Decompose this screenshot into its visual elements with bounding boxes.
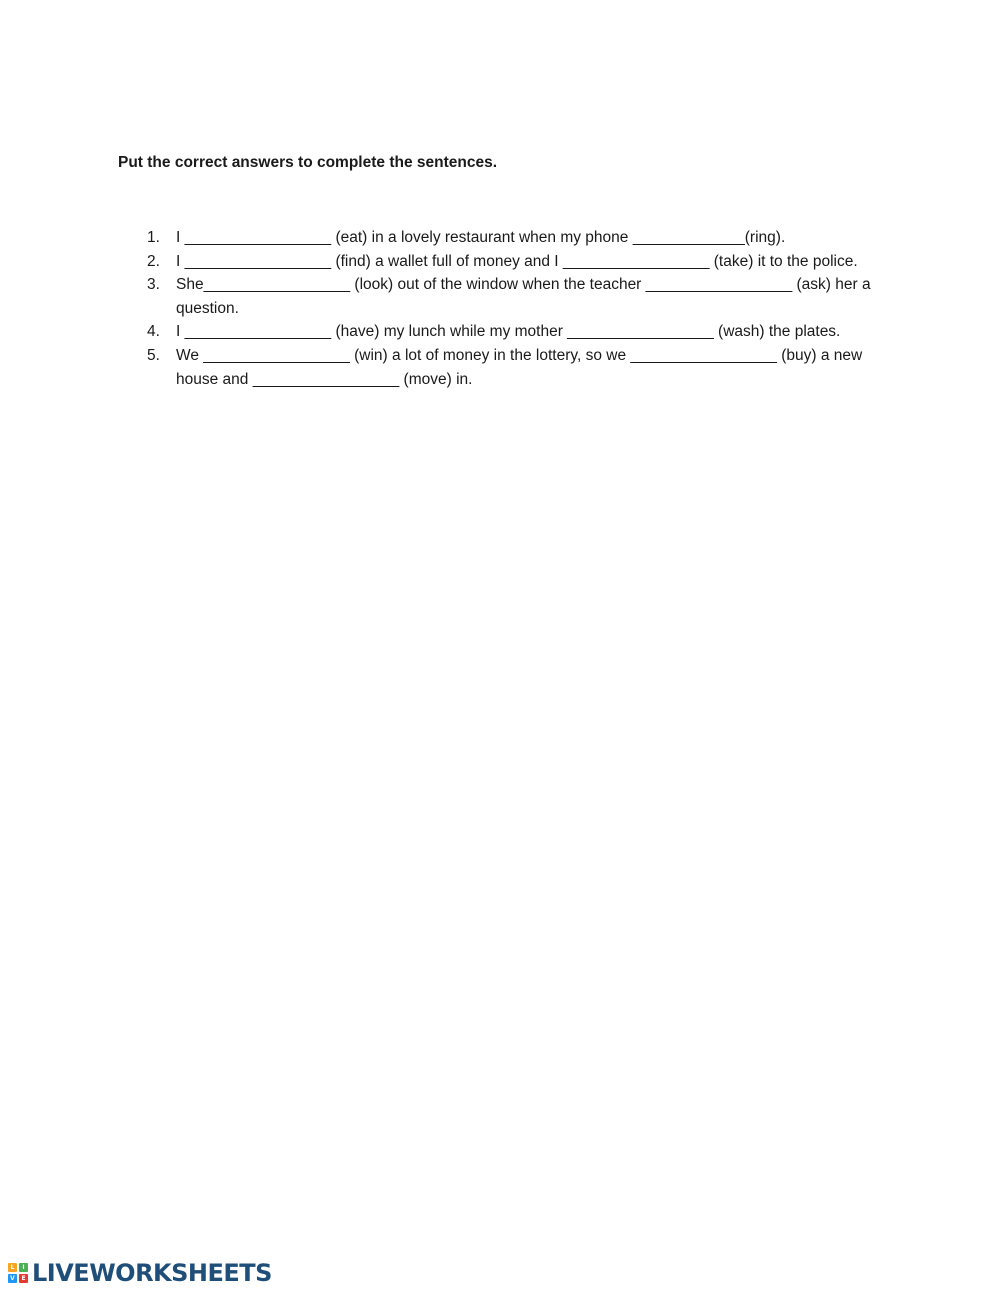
sentence-item-3 <box>138 273 884 320</box>
sentence-text: I _________________ (have) my lunch while my mother _________________ (wash) the plates. <box>176 323 841 341</box>
logo-mark-letter-l: L <box>8 1263 17 1272</box>
logo-mark-letter-i: I <box>19 1263 28 1272</box>
sentence-text: I _________________ (find) a wallet full of money and I _________________ (take) it to the police. <box>176 252 858 270</box>
sentence-number: 5. <box>147 346 160 364</box>
sentence-item-4 <box>138 320 884 344</box>
liveworksheets-logo <box>8 1259 272 1287</box>
logo-mark-letter-v: V <box>8 1274 17 1283</box>
sentence-number: 1. <box>147 229 160 246</box>
sentence-text: We _________________ (win) a lot of money in the lottery, so we _________________ (buy) a new house and _________________ (move) in. <box>176 346 863 388</box>
sentence-item-5 <box>138 344 884 391</box>
sentence-text: I _________________ (eat) in a lovely restaurant when my phone _____________(ring). <box>176 229 786 246</box>
sentence-item-1 <box>138 226 884 250</box>
logo-text: LIVEWORKSHEETS <box>32 1259 272 1287</box>
sentence-number: 2. <box>147 252 160 270</box>
logo-mark-letter-e: E <box>19 1274 28 1283</box>
worksheet-instruction: Put the correct answers to complete the sentences. <box>118 154 498 171</box>
sentence-text: She_________________ (look) out of the window when the teacher _________________ (ask) her a question. <box>176 276 871 317</box>
sentence-number: 3. <box>147 276 160 294</box>
sentence-item-2 <box>138 250 884 274</box>
sentence-list <box>138 226 884 391</box>
logo-mark-icon <box>8 1263 28 1283</box>
sentence-number: 4. <box>147 323 160 341</box>
